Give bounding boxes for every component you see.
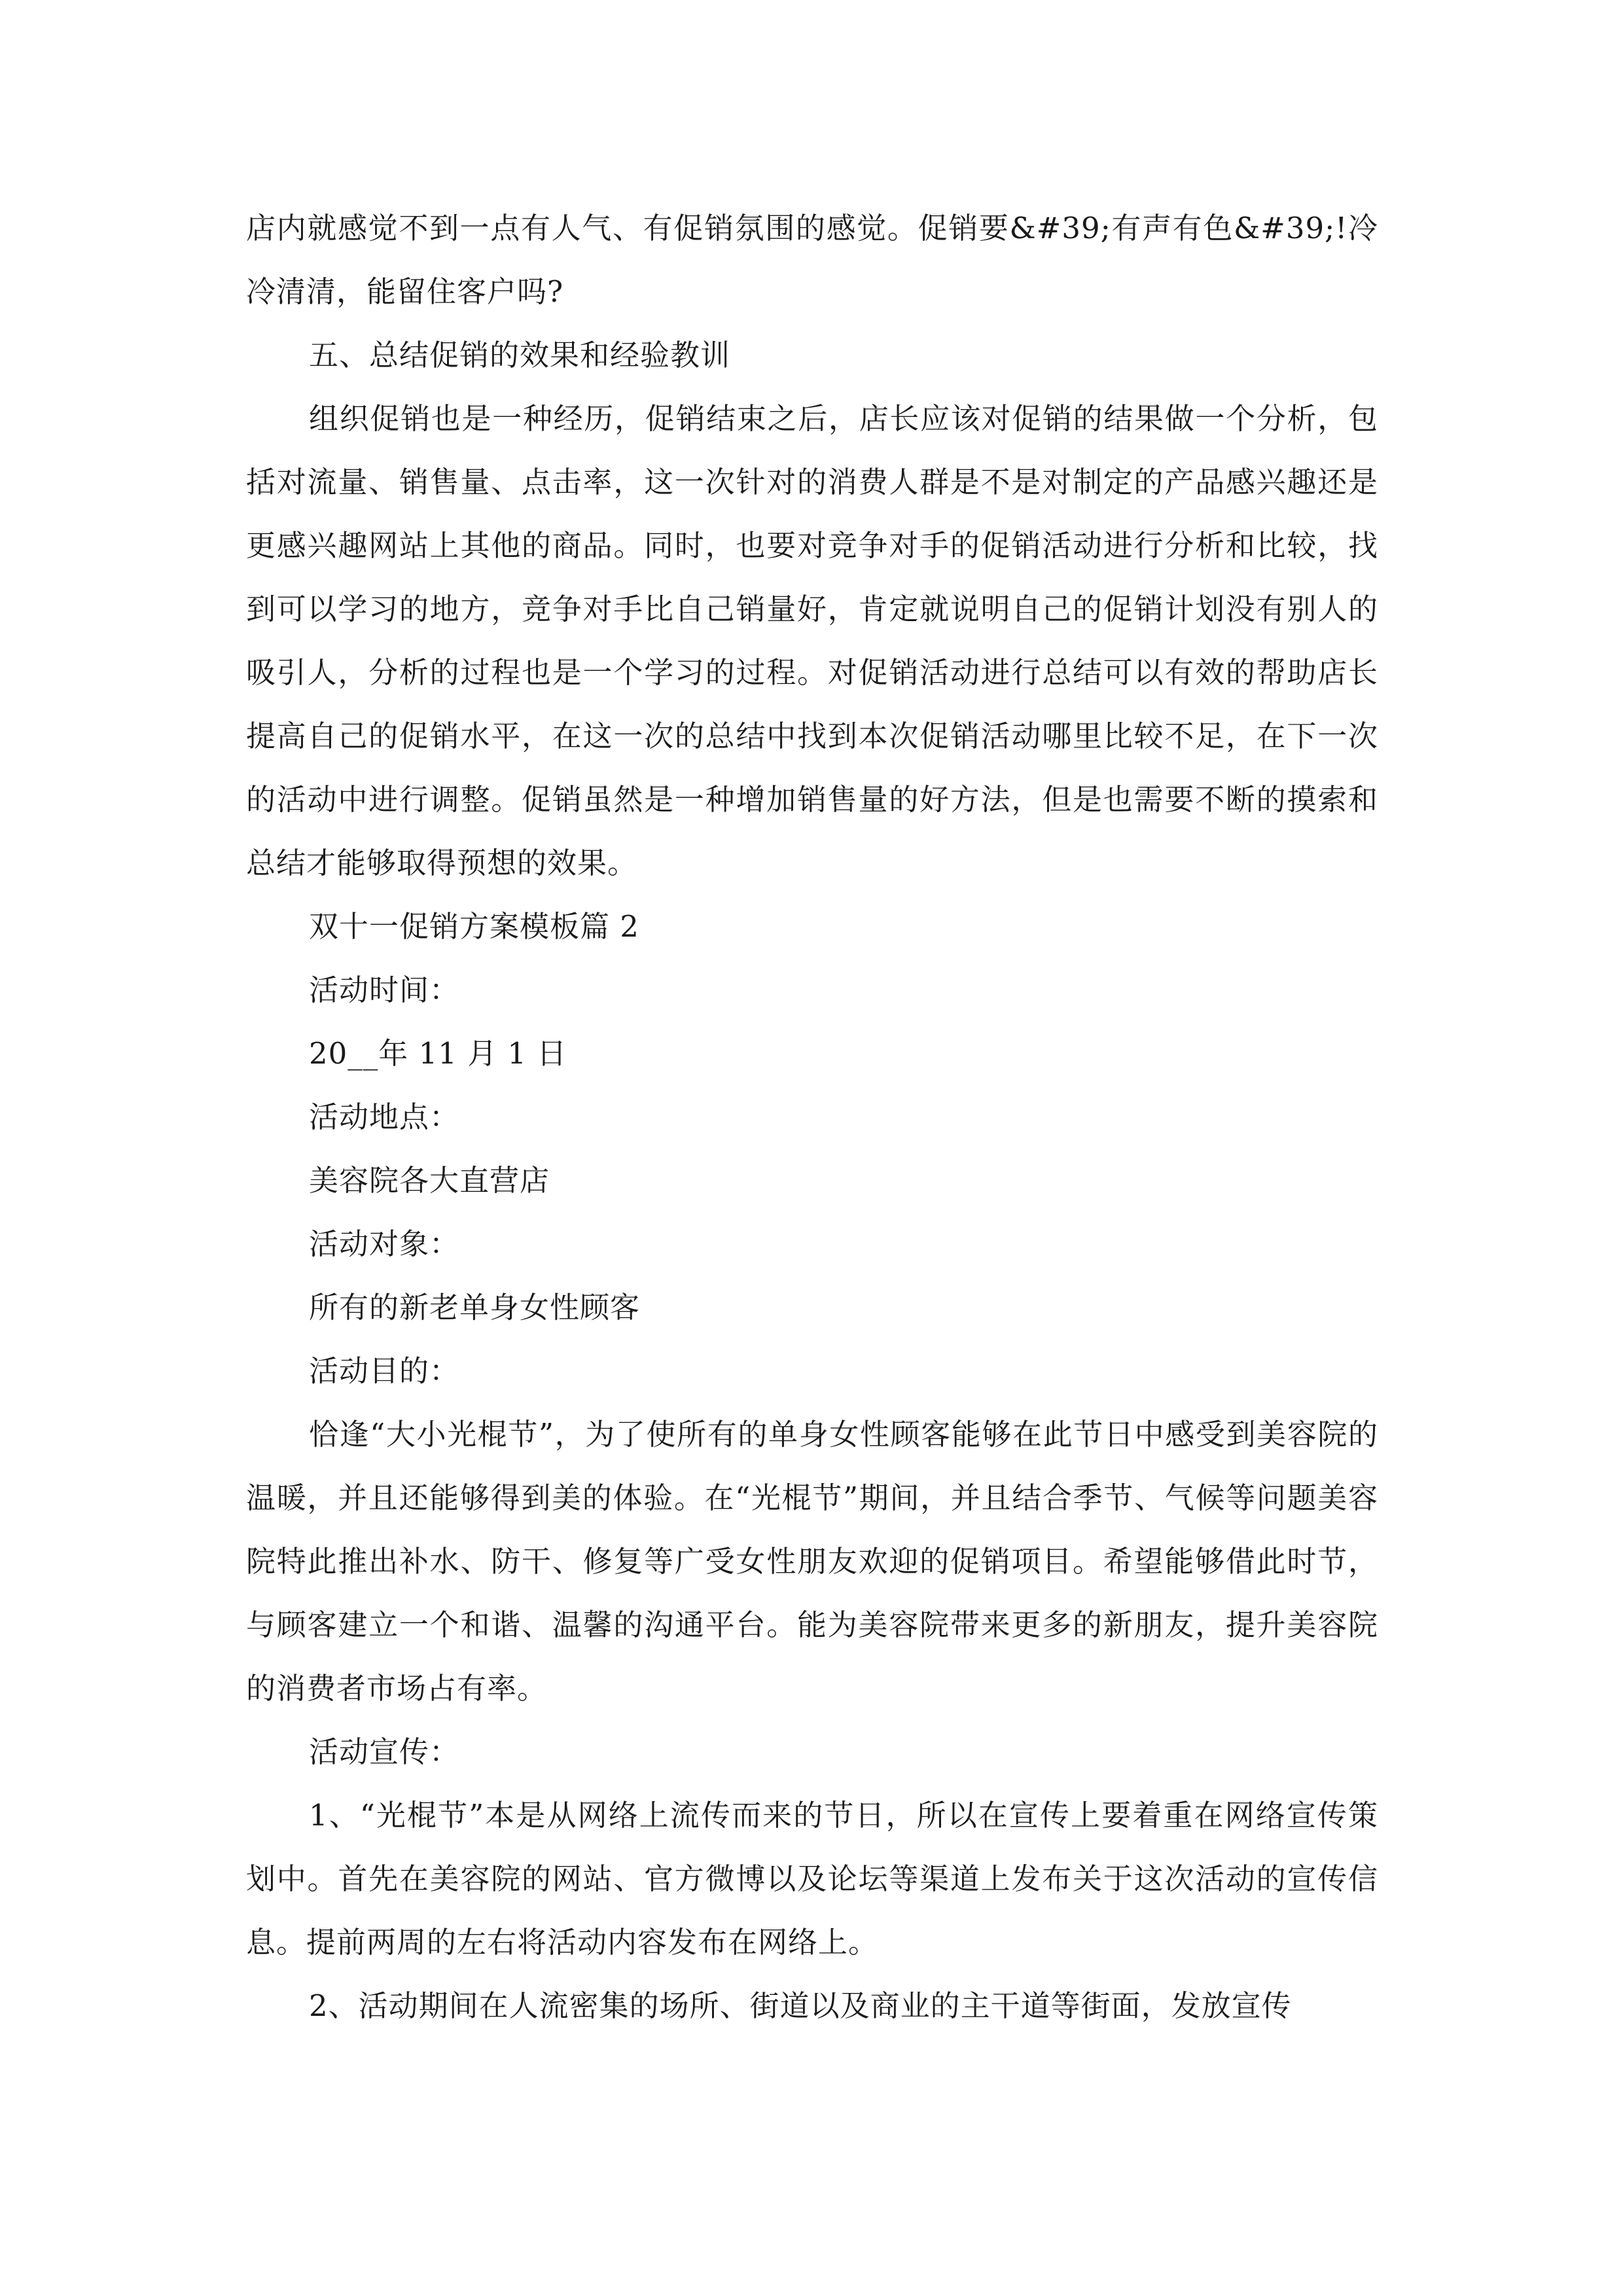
- field-value: 所有的新老单身女性顾客: [309, 1290, 641, 1325]
- field-label: 活动时间：: [309, 973, 460, 1007]
- field-value: 20__年 11 月 1 日: [309, 1036, 567, 1071]
- field-label: 活动目的：: [309, 1354, 460, 1388]
- list-item: 2、活动期间在人流密集的场所、街道以及商业的主干道等街面，发放宣传: [309, 1988, 1292, 2023]
- field-value: 美容院各大直营店: [309, 1163, 550, 1198]
- paragraph: 恰逢“大小光棍节”，为了使所有的单身女性顾客能够在此节日中感受到美容院的温暖，并且还能够得到美的体验。在“光棍节”期间，并且结合季节、气候等问题美容院特此推出补水、防干、修复等广受女性朋友欢迎的促销项目。希望能够借此时节，与顾客建立一个和谐、温馨的沟通平台。能为美容院带来更多的新朋友，提升美容院的消费者市场占有率。: [246, 1417, 1378, 1706]
- document-body: [246, 196, 1378, 2037]
- paragraph: 组织促销也是一种经历，促销结束之后，店长应该对促销的结果做一个分析，包括对流量、销售量、点击率，这一次针对的消费人群是不是对制定的产品感兴趣还是更感兴趣网站上其他的商品。同时，也要对竞争对手的促销活动进行分析和比较，找到可以学习的地方，竞争对手比自己销量好，肯定就说明自己的促销计划没有别人的吸引人，分析的过程也是一个学习的过程。对促销活动进行总结可以有效的帮助店长提高自己的促销水平，在这一次的总结中找到本次促销活动哪里比较不足，在下一次的活动中进行调整。促销虽然是一种增加销售量的好方法，但是也需要不断的摸索和总结才能够取得预想的效果。: [246, 401, 1378, 880]
- field-label: 活动对象：: [309, 1227, 460, 1261]
- paragraph-continuation: 店内就感觉不到一点有人气、有促销氛围的感觉。促销要&#39;有声有色&#39;!冷冷清清，能留住客户吗?: [246, 211, 1378, 309]
- document-title: 双十一促销方案模板篇 2: [309, 909, 639, 944]
- field-label: 活动地点：: [309, 1100, 460, 1134]
- section-heading: 五、总结促销的效果和经验教训: [309, 338, 731, 372]
- field-label: 活动宣传：: [309, 1734, 460, 1769]
- list-item: 1、“光棍节”本是从网络上流传而来的节日，所以在宣传上要着重在网络宣传策划中。首先在美容院的网站、官方微博以及论坛等渠道上发布关于这次活动的宣传信息。提前两周的左右将活动内容发布在网络上。: [246, 1798, 1378, 1960]
